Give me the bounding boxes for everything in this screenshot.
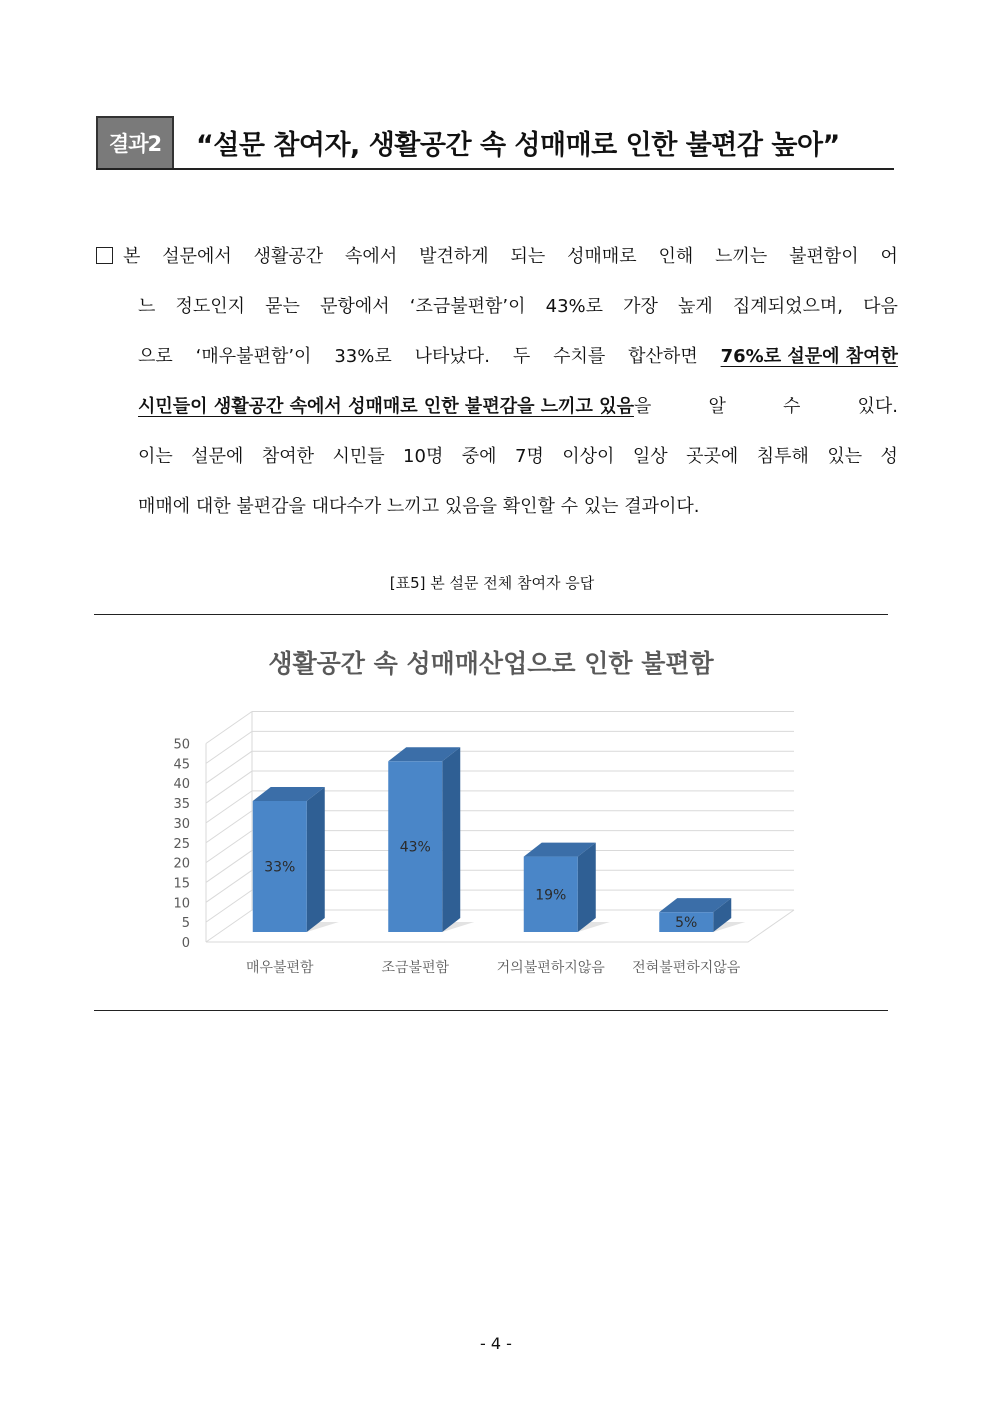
bar-side xyxy=(578,843,596,932)
y-tick-label: 0 xyxy=(181,936,190,951)
paragraph-word: ‘조금불편함’이 xyxy=(409,296,526,317)
paragraph-word: 7명 xyxy=(515,446,544,467)
paragraph-line-3 xyxy=(96,332,898,382)
emphasis-text: 시민들이 생활공간 속에서 성매매로 인한 불편감을 느끼고 있음 xyxy=(138,396,634,417)
paragraph-word: 중에 xyxy=(461,446,497,467)
paragraph-line-5 xyxy=(96,432,898,482)
paragraph-word: 33%로 xyxy=(334,346,392,367)
gridline xyxy=(206,831,252,863)
paragraph-word: 일상 xyxy=(632,446,668,467)
paragraph-word: 시민들 xyxy=(332,446,385,467)
data-label: 33% xyxy=(264,859,296,876)
paragraph-word: 느끼는 xyxy=(715,246,768,267)
gridline xyxy=(206,731,252,763)
paragraph-word: 정도인지 xyxy=(175,296,246,317)
paragraph-line-4 xyxy=(96,382,898,432)
paragraph-word: 발견하게 xyxy=(419,246,489,267)
data-label: 43% xyxy=(399,839,431,856)
paragraph-word: ‘매우불편함’이 xyxy=(195,346,312,367)
paragraph-word: 참여한 xyxy=(261,446,314,467)
x-tick-label: 매우불편함 xyxy=(245,960,314,976)
paragraph-word: 10명 xyxy=(403,446,444,467)
paragraph-word: 두 xyxy=(512,346,531,367)
bar-chart xyxy=(94,616,888,1010)
bar-side xyxy=(307,787,325,932)
y-tick-label: 35 xyxy=(173,797,190,813)
y-tick-label: 30 xyxy=(173,816,190,832)
paragraph-word: 다음 xyxy=(863,296,898,317)
paragraph-word: 생활공간 xyxy=(253,246,324,267)
paragraph-word: 설문에 xyxy=(191,446,244,467)
paragraph-word: 문항에서 xyxy=(320,296,390,317)
paragraph-text: 매매에 대한 불편감을 대다수가 느끼고 있음을 확인할 수 있는 결과이다. xyxy=(138,496,700,517)
paragraph-word: 수 xyxy=(782,396,801,417)
gridline xyxy=(206,850,252,882)
paragraph-word: 속에서 xyxy=(345,246,398,267)
paragraph-word: 느 xyxy=(138,296,156,317)
paragraph-line-1 xyxy=(96,232,898,282)
x-tick-label: 조금불편함 xyxy=(381,960,450,976)
paragraph-word: 이는 xyxy=(138,446,173,467)
gridline xyxy=(206,890,252,922)
chart-title: 생활공간 속 성매매산업으로 인한 불편함 xyxy=(268,649,714,678)
gridline xyxy=(206,910,252,942)
emphasis-text: 76%로 설문에 참여한 xyxy=(720,346,898,367)
paragraph-word: 침투해 xyxy=(756,446,809,467)
data-label: 19% xyxy=(535,887,567,904)
section-header xyxy=(96,116,894,170)
paragraph-word: 가장 xyxy=(623,296,658,317)
paragraph-word: 이상이 xyxy=(562,446,615,467)
empty-square-icon xyxy=(96,247,113,264)
paragraph-word: 설문에서 xyxy=(162,246,232,267)
paragraph-word: 되는 xyxy=(510,246,546,267)
gridline xyxy=(206,751,252,783)
paragraph-word: 본 xyxy=(123,246,141,267)
table-caption: [표5] 본 설문 전체 참여자 응답 xyxy=(389,574,595,592)
paragraph-word: 성 xyxy=(880,446,898,467)
paragraph-word: 인해 xyxy=(658,246,694,267)
gridline xyxy=(206,791,252,823)
gridline xyxy=(206,771,252,803)
data-label: 5% xyxy=(675,915,698,932)
x-tick-label: 전혀불편하지않음 xyxy=(632,960,741,976)
paragraph-word: 어 xyxy=(880,246,898,267)
paragraph-word: 높게 xyxy=(678,296,713,317)
paragraph-word: 불편함이 xyxy=(789,246,859,267)
paragraph-word: 있는 xyxy=(827,446,863,467)
y-tick-label: 10 xyxy=(173,896,190,912)
paragraph-word: 성매매로 xyxy=(567,246,637,267)
section-headline: “설문 참여자, 생활공간 속 성매매로 인한 불편감 높아” xyxy=(196,129,840,161)
page-number: - 4 - xyxy=(480,1334,512,1353)
y-tick-label: 25 xyxy=(173,836,190,852)
paragraph-word: 수치를 xyxy=(553,346,606,367)
y-tick-label: 40 xyxy=(173,777,190,793)
result-badge: 결과2 xyxy=(96,116,174,168)
paragraph-word: 43%로 xyxy=(545,296,604,317)
y-tick-label: 50 xyxy=(173,737,190,753)
paragraph-word: 알 xyxy=(708,396,726,417)
paragraph-line-2 xyxy=(96,282,898,332)
paragraph-line-6 xyxy=(96,482,898,532)
paragraph-word: 집계되었으며, xyxy=(732,296,843,317)
top-rule xyxy=(94,614,888,615)
paragraph-word: 나타났다. xyxy=(414,346,490,367)
y-tick-label: 15 xyxy=(173,876,190,892)
paragraph-word: 합산하면 xyxy=(628,346,698,367)
x-tick-label: 거의불편하지않음 xyxy=(496,960,605,976)
body-paragraph xyxy=(96,232,898,532)
y-tick-label: 5 xyxy=(181,916,190,932)
paragraph-word: 묻는 xyxy=(265,296,300,317)
paragraph-word: 있다. xyxy=(857,396,898,417)
gridline xyxy=(206,712,252,744)
paragraph-word: 으로 xyxy=(138,346,173,367)
gridline xyxy=(206,811,252,843)
paragraph-word: 곳곳에 xyxy=(686,446,739,467)
bottom-rule xyxy=(94,1010,888,1011)
bar-side xyxy=(442,747,460,932)
y-tick-label: 20 xyxy=(173,856,190,872)
paragraph-word: 을 xyxy=(633,396,652,417)
gridline xyxy=(206,870,252,902)
y-tick-label: 45 xyxy=(173,757,190,773)
